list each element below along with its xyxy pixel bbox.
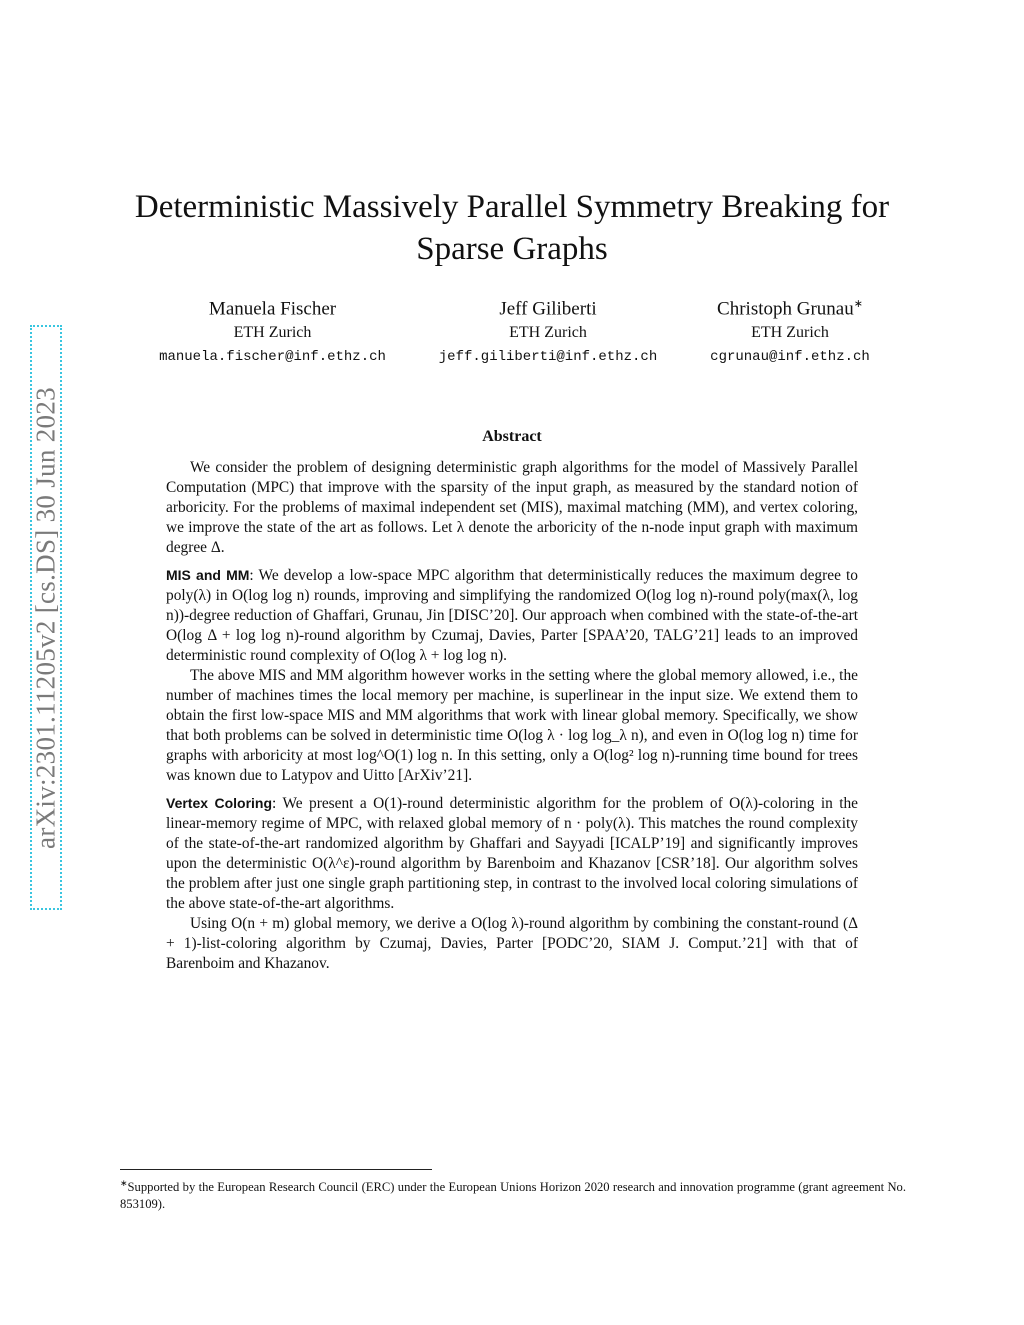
author-name: Manuela Fischer	[208, 298, 337, 320]
arxiv-stamp[interactable]	[30, 325, 62, 910]
run-in-heading-mis-mm: MIS and MM	[166, 567, 250, 583]
footnote-mark: ∗	[120, 1178, 128, 1188]
author-email[interactable]: manuela.fischer@inf.ethz.ch	[159, 349, 386, 366]
author-affiliation: ETH Zurich	[509, 324, 587, 342]
footnote	[120, 1175, 906, 1213]
run-in-heading-vertex-coloring: Vertex Coloring	[166, 795, 273, 811]
abstract-paragraph-1: We consider the problem of designing deterministic graph algorithms for the model of Massively Parallel Computation (MPC) that improve with the sparsity of the input graph, as measured by the standard notion of arboricity. For the problems of maximal independent set (MIS), maximal matching (MM), and vertex coloring, we improve the state of the art as follows. Let λ denote the arboricity of the n-node input graph with maximum degree Δ.	[166, 459, 858, 556]
author-email[interactable]: jeff.giliberti@inf.ethz.ch	[438, 349, 658, 366]
author-name: Jeff Giliberti	[499, 298, 597, 320]
author-block-2	[418, 292, 678, 369]
paper-title: Deterministic Massively Parallel Symmetry Breaking for Sparse Graphs	[134, 189, 890, 267]
abstract-paragraph-5: Using O(n + m) global memory, we derive a O(log λ)-round algorithm by combining the constant-round (Δ + 1)-list-coloring algorithm by Czumaj, Davies, Parter [PODC’20, SIAM J. Comput.’21] with that of Barenboim and Khazanov.	[166, 915, 858, 972]
footnote-text: Supported by the European Research Council (ERC) under the European Unions Horizon 2020 research and innovation programme (grant agreement No. 853109).	[120, 1180, 906, 1212]
author-affiliation: ETH Zurich	[751, 324, 829, 342]
author-block-1	[140, 292, 405, 369]
author-block-3	[690, 292, 890, 369]
abstract-paragraph-2: MIS and MM: We develop a low-space MPC algorithm that deterministically reduces the maximum degree to poly(λ) in O(log log n) rounds, improving and simplifying the randomized O(log log n)-round poly(max(λ, log n))-degree reduction of Ghaffari, Grunau, Jin [DISC’20]. Our approach when combined with the state-of-the-art O(log Δ + log log n)-round algorithm by Czumaj, Davies, Parter [SPAA’20, TALG’21] leads to an improved deterministic round complexity of O(log λ + log log n).	[166, 567, 858, 664]
abstract-heading: Abstract	[482, 428, 542, 445]
author-email[interactable]: cgrunau@inf.ethz.ch	[710, 349, 870, 366]
author-name: Christoph Grunau∗	[717, 298, 863, 320]
author-affiliation: ETH Zurich	[233, 324, 312, 342]
arxiv-id: arXiv:2301.11205v2 [cs.DS] 30 Jun 2023	[30, 386, 61, 849]
footnote-marker[interactable]: ∗	[853, 298, 863, 310]
abstract-paragraph-4: Vertex Coloring: We present a O(1)-round deterministic algorithm for the problem of O(λ)-coloring in the linear-memory regime of MPC, with relaxed global memory of n · poly(λ). This matches the round complexity of the state-of-the-art randomized algorithm by Ghaffari and Sayyadi [ICALP’19] and significantly improves upon the deterministic O(λ^ε)-round algorithm by Barenboim and Khazanov [CSR’18]. Our algorithm solves the problem after just one single graph partitioning step, in contrast to the involved local coloring simulations of the above state-of-the-art algorithms.	[166, 795, 859, 912]
abstract-paragraph-3: The above MIS and MM algorithm however works in the setting where the global memory allowed, i.e., the number of machines times the local memory per machine, is superlinear in the input size. We extend them to obtain the first low-space MIS and MM algorithms that work with linear global memory. Specifically, we show that both problems can be solved in deterministic time O(log λ · log log_λ n), and even in O(log log n) time for graphs with arboricity at most log^O(1) log n. In this setting, only a O(log² log n)-running time bound for trees was known due to Latypov and Uitto [ArXiv’21].	[166, 667, 858, 784]
abstract-body	[166, 458, 858, 974]
footnote-rule	[120, 1169, 432, 1170]
